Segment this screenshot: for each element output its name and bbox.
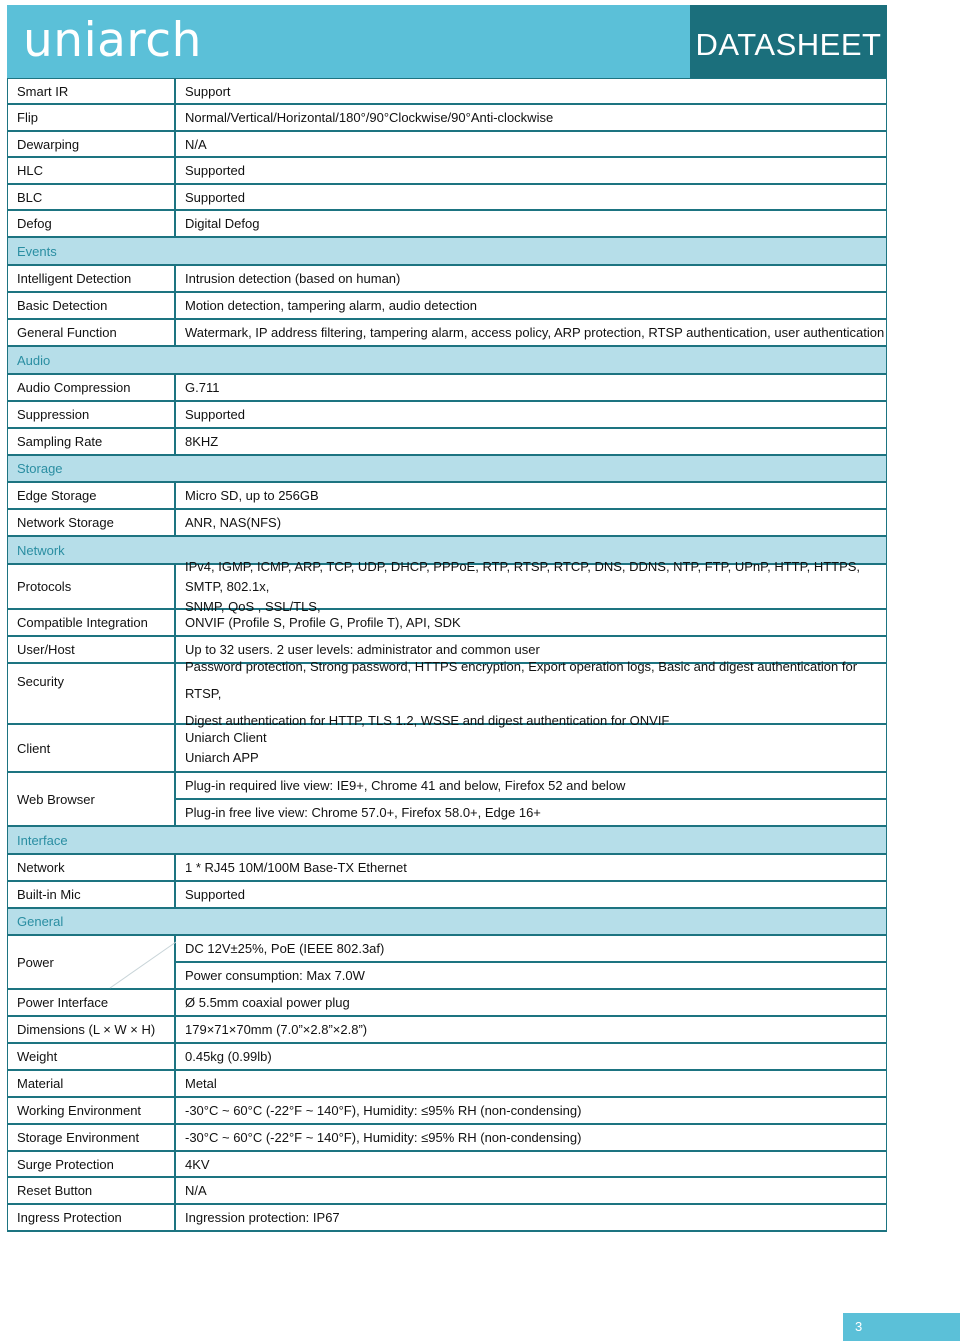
- spec-value: [176, 882, 886, 907]
- spec-value: [176, 1125, 886, 1150]
- spec-value: [176, 185, 886, 209]
- spec-row: [7, 610, 887, 637]
- spec-row: [7, 105, 887, 132]
- spec-value-line: 179×71×70mm (7.0”×2.8”×2.8”): [185, 1022, 368, 1037]
- spec-value: [176, 1178, 886, 1203]
- spec-label: HLC: [8, 158, 176, 183]
- spec-value: [176, 375, 886, 400]
- spec-value: [176, 79, 886, 103]
- spec-row: [7, 293, 887, 320]
- spec-value: [176, 1205, 886, 1230]
- spec-row: [7, 266, 887, 293]
- spec-value: [176, 402, 886, 427]
- spec-value: [176, 429, 886, 454]
- spec-label: Built-in Mic: [8, 882, 176, 907]
- spec-value-line: Motion detection, tampering alarm, audio detection: [185, 298, 477, 313]
- spec-label: Audio Compression: [8, 375, 176, 400]
- spec-value: [176, 483, 886, 508]
- spec-value-line: -30°C ~ 60°C (-22°F ~ 140°F), Humidity: ≤95% RH (non-condensing): [185, 1103, 582, 1118]
- spec-value-line: Intrusion detection (based on human): [185, 271, 401, 286]
- spec-value-line: Support: [185, 83, 231, 99]
- spec-value: [176, 610, 886, 635]
- spec-value-line: IPv4, IGMP, ICMP, ARP, TCP, UDP, DHCP, PPPoE, RTP, RTSP, RTCP, DNS, DDNS, NTP, FTP, UPnP, HTTP, HTTPS, SMTP, 802.1x,: [185, 558, 861, 594]
- spec-row: [7, 1071, 887, 1098]
- spec-value-line: Supported: [185, 163, 245, 178]
- spec-label: General Function: [8, 320, 176, 345]
- spec-label: BLC: [8, 185, 176, 209]
- spec-label: Smart IR: [8, 79, 176, 103]
- section-header: Network: [7, 537, 887, 565]
- spec-value-line: Uniarch APP: [185, 750, 259, 765]
- spec-label: Protocols: [8, 565, 176, 608]
- spec-value-line: G.711: [185, 380, 220, 395]
- spec-value-line: 0.45kg (0.99lb): [185, 1049, 272, 1064]
- spec-row: [7, 402, 887, 429]
- spec-value: [176, 558, 886, 614]
- spec-label: Suppression: [8, 402, 176, 427]
- spec-value-line: Supported: [185, 189, 245, 205]
- spec-row: [7, 185, 887, 211]
- spec-row: [7, 882, 887, 909]
- spec-value-line: Up to 32 users. 2 user levels: administrator and common user: [185, 642, 540, 657]
- spec-label: Defog: [8, 211, 176, 236]
- spec-value-line: Ø 5.5mm coaxial power plug: [185, 995, 350, 1010]
- spec-value-line: SNMP, QoS , SSL/TLS,: [185, 598, 321, 614]
- uniarch-logo: uniarch: [23, 13, 202, 68]
- spec-label: Network: [8, 855, 176, 880]
- section-header: Events: [7, 238, 887, 266]
- spec-value: [176, 211, 886, 236]
- spec-label: Compatible Integration: [8, 610, 176, 635]
- spec-row: [7, 1017, 887, 1044]
- spec-value: [176, 659, 886, 728]
- spec-value-line: Metal: [185, 1076, 217, 1091]
- spec-value: [176, 158, 886, 183]
- spec-value-line: ANR, NAS(NFS): [185, 515, 282, 530]
- spec-row: [7, 132, 887, 158]
- spec-row: [7, 375, 887, 402]
- spec-value-line: Plug-in required live view: IE9+, Chrome 41 and below, Firefox 52 and below: [185, 778, 626, 793]
- spec-row: [7, 1125, 887, 1152]
- spec-label: Ingress Protection: [8, 1205, 176, 1230]
- spec-value: [176, 1098, 886, 1123]
- spec-value-line: Digital Defog: [185, 216, 260, 231]
- section-header: Interface: [7, 827, 887, 855]
- datasheet-tag: DATASHEET: [690, 5, 887, 79]
- spec-value-line: Micro SD, up to 256GB: [185, 488, 319, 503]
- spec-value-line: N/A: [185, 1183, 207, 1198]
- spec-row: [7, 855, 887, 882]
- spec-label: Reset Button: [8, 1178, 176, 1203]
- spec-label: Storage Environment: [8, 1125, 176, 1150]
- spec-label: Edge Storage: [8, 483, 176, 508]
- spec-row: [7, 1205, 887, 1232]
- spec-value-line: ONVIF (Profile S, Profile G, Profile T), API, SDK: [185, 615, 461, 630]
- spec-label: Power Interface: [8, 990, 176, 1015]
- section-header: General: [7, 909, 887, 936]
- spec-value-line: 4KV: [185, 1156, 210, 1172]
- spec-row: [7, 773, 887, 827]
- spec-label: Dewarping: [8, 132, 176, 156]
- spec-value: [176, 725, 886, 771]
- spec-value: [176, 266, 886, 291]
- spec-label: Weight: [8, 1044, 176, 1069]
- spec-row: [7, 1098, 887, 1125]
- spec-label: Intelligent Detection: [8, 266, 176, 291]
- spec-value: [176, 105, 886, 130]
- spec-value: [176, 510, 886, 535]
- spec-label: Security: [8, 664, 176, 723]
- spec-value-line: Power consumption: Max 7.0W: [176, 961, 886, 988]
- spec-value: [176, 936, 886, 988]
- spec-value-line: Digest authentication for HTTP, TLS 1.2, WSSE and digest authentication for ONVIF: [185, 713, 670, 728]
- spec-table: [7, 78, 887, 1232]
- spec-value-line: Normal/Vertical/Horizontal/180°/90°Clockwise/90°Anti-clockwise: [185, 110, 554, 125]
- spec-row: [7, 510, 887, 537]
- spec-value-line: N/A: [185, 136, 207, 152]
- spec-value-line: Ingression protection: IP67: [185, 1210, 340, 1225]
- spec-row: [7, 659, 887, 728]
- spec-value-line: Uniarch Client: [185, 730, 267, 745]
- spec-label: Sampling Rate: [8, 429, 176, 454]
- spec-label: Material: [8, 1071, 176, 1096]
- spec-value-line: Supported: [185, 407, 245, 422]
- spec-value-line: 8KHZ: [185, 434, 219, 449]
- spec-value-line: Plug-in free live view: Chrome 57.0+, Firefox 58.0+, Edge 16+: [176, 798, 886, 825]
- spec-row: [7, 936, 887, 990]
- spec-label: User/Host: [8, 637, 176, 662]
- spec-value-line: DC 12V±25%, PoE (IEEE 802.3af): [185, 941, 385, 956]
- spec-label: Web Browser: [8, 773, 176, 825]
- spec-row: [7, 1178, 887, 1205]
- page-header: [7, 5, 887, 79]
- spec-row: [7, 78, 887, 105]
- spec-row: [7, 1044, 887, 1071]
- spec-label: Network Storage: [8, 510, 176, 535]
- spec-value: [176, 855, 886, 880]
- spec-label: Surge Protection: [8, 1152, 176, 1176]
- spec-row: [7, 725, 887, 773]
- spec-value-line: -30°C ~ 60°C (-22°F ~ 140°F), Humidity: ≤95% RH (non-condensing): [185, 1130, 582, 1145]
- spec-row: [7, 1152, 887, 1178]
- spec-row: [7, 158, 887, 185]
- section-header: Storage: [7, 456, 887, 483]
- spec-row: [7, 990, 887, 1017]
- spec-row: [7, 429, 887, 456]
- spec-value: [176, 1017, 886, 1042]
- spec-row: [7, 483, 887, 510]
- spec-value: [176, 1152, 886, 1176]
- spec-value: [176, 1044, 886, 1069]
- spec-row: [7, 320, 887, 347]
- spec-value-line: Supported: [185, 887, 245, 902]
- spec-label: Working Environment: [8, 1098, 176, 1123]
- section-header: Audio: [7, 347, 887, 375]
- spec-label: Power: [8, 936, 176, 988]
- spec-label: Client: [8, 725, 176, 771]
- spec-value: [176, 293, 886, 318]
- spec-label: Basic Detection: [8, 293, 176, 318]
- spec-row: [7, 558, 887, 614]
- spec-value: [176, 132, 886, 156]
- spec-row: [7, 211, 887, 238]
- spec-label: Dimensions (L × W × H): [8, 1017, 176, 1042]
- spec-value-line: Watermark, IP address filtering, tampering alarm, access policy, ARP protection, RTSP authentication, user authentication: [185, 325, 885, 340]
- spec-value-line: 1 * RJ45 10M/100M Base-TX Ethernet: [185, 860, 407, 875]
- spec-value: [176, 990, 886, 1015]
- spec-value-line: Password protection, Strong password, HTTPS encryption, Export operation logs, Basic and digest authentication for RTSP,: [185, 659, 858, 701]
- page-number: 3: [843, 1313, 960, 1341]
- spec-value: [176, 773, 886, 825]
- spec-label: Flip: [8, 105, 176, 130]
- spec-value: [176, 320, 886, 345]
- spec-value: [176, 1071, 886, 1096]
